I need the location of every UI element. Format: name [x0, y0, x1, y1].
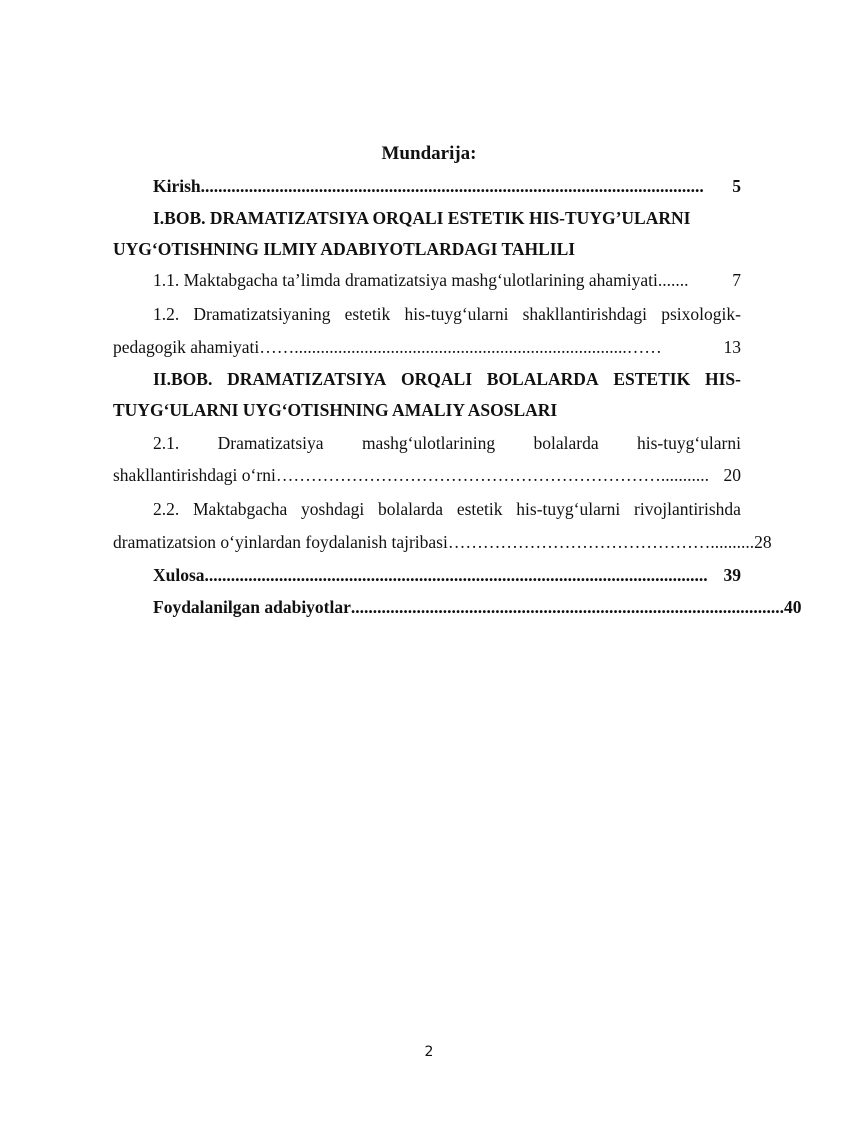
toc-word: ORQALI [401, 369, 472, 389]
toc-word: estetik [344, 304, 391, 324]
toc-word: yoshdagi [301, 499, 365, 519]
toc-word: his-tuyg‘ularni [516, 499, 621, 519]
toc-word: II.BOB. [153, 369, 213, 389]
toc-word: bolalarda [377, 499, 444, 519]
toc-word: 2.1. [153, 433, 180, 453]
toc-leader-dots: ................................................................................................................... [204, 565, 708, 585]
toc-page-number: 20 [723, 465, 741, 485]
toc-entry-label: pedagogik ahamiyati [113, 337, 260, 357]
toc-leader-dots: ……………………………………….......... [447, 532, 755, 552]
toc-chapter-1-line2[interactable]: UYG‘OTISHNING ILMIY ADABIYOTLARDAGI TAHLILI [113, 239, 576, 259]
toc-word: shakllantirishdagi [522, 304, 648, 324]
toc-leader-dots: ................................................................................................................... [200, 176, 704, 196]
toc-entry-1-2-line1[interactable] [153, 302, 741, 326]
toc-leader-dots: …………………………………………………………........... [275, 465, 709, 485]
toc-word: Dramatizatsiya [217, 433, 324, 453]
toc-leader-dots: ................................................................................................... [350, 597, 785, 617]
toc-page-number: 7 [732, 270, 741, 290]
toc-word: DRAMATIZATSIYA [227, 369, 387, 389]
toc-entry-label: dramatizatsion o‘yinlardan foydalanish tajribasi [113, 532, 448, 552]
toc-entry-label: 1.1. Maktabgacha ta’limda dramatizatsiya mashg‘ulotlarining ahamiyati [153, 270, 658, 290]
toc-word: ESTETIK [613, 369, 691, 389]
toc-word: Maktabgacha [193, 499, 288, 519]
toc-page-number: 40 [784, 597, 802, 617]
toc-word: psixologik- [661, 304, 741, 324]
toc-chapter-2-line1[interactable] [153, 367, 741, 391]
toc-word: Dramatizatsiyaning [193, 304, 331, 324]
toc-entry-1-1[interactable] [153, 268, 741, 292]
toc-chapter-1-line1[interactable]: I.BOB. DRAMATIZATSIYA ORQALI ESTETIK HIS-TUYG’ULARNI [153, 208, 691, 228]
toc-word: bolalarda [533, 433, 599, 453]
toc-entry-2-2-line1[interactable] [153, 497, 741, 521]
toc-entry-kirish[interactable] [153, 174, 741, 198]
toc-word: his-tuyg‘ularni [636, 433, 741, 453]
toc-entry-2-1-line1[interactable] [153, 431, 741, 455]
toc-entry-label: Xulosa [153, 565, 205, 585]
toc-heading: Mundarija: [381, 143, 477, 164]
toc-entry-label: shakllantirishdagi o‘rni [113, 465, 276, 485]
toc-page-number: 28 [754, 532, 772, 552]
page-number: 2 [424, 1044, 434, 1060]
toc-entry-xulosa[interactable] [153, 563, 741, 587]
toc-page-number: 5 [732, 176, 741, 196]
toc-word: 2.2. [153, 499, 180, 519]
toc-page-number: 39 [723, 565, 741, 585]
toc-word: 1.2. [153, 304, 180, 324]
toc-entry-label: Kirish [153, 176, 201, 196]
toc-word: HIS- [704, 369, 741, 389]
toc-entry-adabiyotlar[interactable] [153, 595, 802, 619]
toc-entry-1-2-line2[interactable] [113, 335, 741, 359]
toc-word: estetik [456, 499, 503, 519]
toc-page-number: 13 [723, 337, 741, 357]
toc-word: his-tuyg‘ularni [404, 304, 509, 324]
toc-leader-dots: ……............................................................................…… [259, 337, 662, 357]
toc-word: mashg‘ulotlarining [361, 433, 496, 453]
toc-entry-label: Foydalanilgan adabiyotlar [153, 597, 351, 617]
toc-entry-2-1-line2[interactable] [113, 463, 741, 487]
toc-entry-2-2-line2[interactable] [113, 530, 772, 554]
toc-word: rivojlantirishda [634, 499, 741, 519]
toc-word: BOLALARDA [486, 369, 599, 389]
toc-chapter-2-line2[interactable]: TUYG‘ULARNI UYG‘OTISHNING AMALIY ASOSLARI [113, 400, 558, 420]
toc-leader-dots: ....... [657, 270, 689, 290]
